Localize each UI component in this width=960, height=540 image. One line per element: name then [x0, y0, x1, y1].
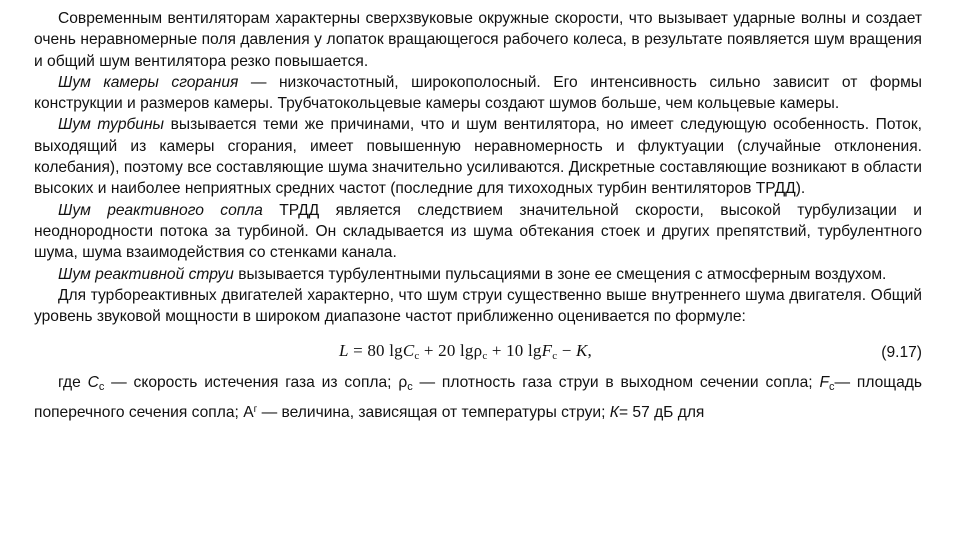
- paragraph-definitions: где $C_c$ — скорость истечения газа из сопла; $\rho_c$ — плотность газа струи в выходном сечении сопла; $F_c—$ площадь поперечного сечения сопла; $А^г$ — величина, зависящая от температуры струи; К= 57 дБ для: [34, 374, 922, 421]
- paragraph-combustion-noise: [34, 72, 922, 115]
- paragraph-text: вызывается теми же причинами, что и шум вентилятора, но имеет следующую особенность. Поток, выходящий из камеры сгорания, имеет повышенную неравномерность и флуктуации (случайные отклонения. колебания), поэтому все составляющие шума значительно усиливаются. Дискретные составляющие возникают в области высоких и наиболее неприятных средних частот (последние для тихоходных турбин вентиляторов ТРДД).: [34, 116, 923, 198]
- paragraph-turbojet: [34, 285, 922, 328]
- equation-number: (9.17): [881, 344, 922, 362]
- paragraph-jet-noise: [34, 264, 922, 285]
- paragraph-nozzle-noise: [34, 200, 922, 264]
- term-jet-noise: Шум реактивной струи: [58, 265, 234, 283]
- term-combustion-chamber-noise: Шум камеры сгорания: [58, 73, 239, 91]
- paragraph-text: ТРДД является следствием значительной скорости, высокой турбулизации и неоднородности потока за турбиной. Он складывается из шума обтекания стоек и других препятствий, турбулентного шума, шума взаимодействия со стенками канала.: [34, 201, 922, 262]
- sound-power-formula: L = 80 lgC$_c$ + 20 lgρ$_c$ + 10 lgF$_c$ − K,: [339, 341, 592, 363]
- term-turbine-noise: Шум турбины: [58, 116, 165, 134]
- paragraph-turbine-noise: [34, 114, 922, 199]
- formula-row: [34, 338, 922, 372]
- paragraph-text: вызывается турбулентными пульсациями в зоне ее смещения с атмосферным воздухом.: [233, 265, 887, 283]
- paragraph-text: — низкочастотный, широкополосный. Его интенсивность сильно зависит от формы конструкции и размеров камеры. Трубчатокольцевые камеры создают шумов больше, чем кольцевые камеры.: [34, 73, 922, 113]
- paragraph-fan-noise: [34, 8, 922, 72]
- term-nozzle-noise: Шум реактивного сопла: [58, 201, 263, 219]
- paragraph-text: Для турбореактивных двигателей характерно, что шум струи существенно выше внутреннего шума двигателя. Общий уровень звуковой мощности в широком диапазоне частот приближенно оценивается по формуле:: [34, 286, 922, 326]
- paragraph-text: Современным вентиляторам характерны сверхзвуковые окружные скорости, что вызывает ударные волны и создает очень неравномерные поля давления у лопаток вращающегося рабочего колеса, в результате появляется шум вращения и общий шум вентилятора резко повышается.: [34, 10, 922, 70]
